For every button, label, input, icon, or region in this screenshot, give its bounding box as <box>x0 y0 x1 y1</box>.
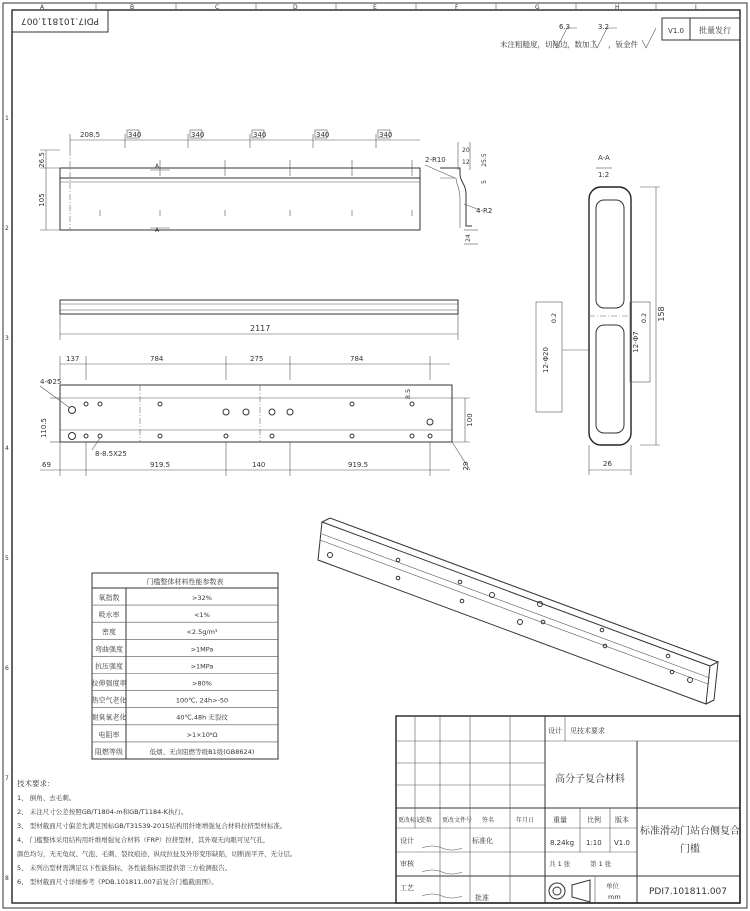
dim-5: 5 <box>481 180 488 184</box>
dim-top-5: 340 <box>316 131 330 139</box>
scale-label: 比例 <box>587 816 601 824</box>
property-name: 弯曲强度 <box>95 645 123 654</box>
col-label-a: A <box>40 4 45 11</box>
dim-29: 29 <box>462 461 470 471</box>
doc-number-rotated: PDI7.101811.007 <box>21 15 99 26</box>
tech-note-2: 2、 未注尺寸公差按照GB/T1804-m和GB/T1184-K执行。 <box>17 808 188 816</box>
col-label-d: D <box>293 4 298 11</box>
dim-784a: 784 <box>150 355 164 363</box>
dim-919-5a: 919.5 <box>150 461 171 469</box>
dim-length: 2117 <box>250 324 271 333</box>
surface-note: 未注粗糙度，切削边 <box>500 40 568 49</box>
dim-top-3: 340 <box>191 131 205 139</box>
property-value: >1MPa <box>190 645 214 654</box>
property-value: >1×10⁸Ω <box>186 730 218 739</box>
dim-12: 12 <box>462 159 470 166</box>
r2-label: 4-R2 <box>476 207 493 215</box>
property-value: <1% <box>194 611 210 620</box>
signature-design <box>422 846 462 850</box>
roughness-symbol-3 <box>642 28 656 48</box>
col-label-c: C <box>215 4 220 11</box>
design-label: 设计 <box>400 837 414 845</box>
roughness-2: 3.2 <box>598 23 610 31</box>
tech-req-head: 见技术要求 <box>570 727 605 735</box>
dim-26: 26 <box>603 460 612 468</box>
property-value: 低烟、无卤阻燃等级B1级(GB8624) <box>149 747 255 756</box>
property-table-title: 门槛整体材料性能参数表 <box>146 578 224 586</box>
property-name: 热空气老化 <box>91 696 127 705</box>
dim-top-2: 340 <box>128 131 142 139</box>
dim-top-6: 340 <box>379 131 393 139</box>
dim-137: 137 <box>66 355 80 363</box>
col-label-f: F <box>455 4 459 11</box>
section-mark-bottom: A <box>155 227 160 234</box>
material-name: 高分子复合材料 <box>555 774 625 785</box>
dim-left-top: 26.5 <box>38 152 46 168</box>
tech-req-label: 设计 <box>548 727 562 735</box>
mass-production-text: 批量发行 <box>699 26 731 35</box>
property-name: 吸水率 <box>98 611 120 620</box>
sheet-no: 第 1 张 <box>590 860 612 868</box>
roughness-note <box>500 23 656 50</box>
property-value: <2.5g/m³ <box>186 628 218 637</box>
row-label-6: 6 <box>5 665 9 672</box>
hdr-sign: 签名 <box>482 817 495 824</box>
col-label-e: E <box>373 4 377 11</box>
roughness-1: 6.3 <box>559 23 571 31</box>
machining-label: ，数加工 <box>567 40 597 49</box>
dim-top-1: 208.5 <box>80 131 101 139</box>
part-name-1: 标准滑动门站台侧复合 <box>640 826 740 837</box>
version-label: 版本 <box>615 816 629 824</box>
isometric-view <box>318 518 718 704</box>
property-name: 拉伸强度率 <box>91 679 127 688</box>
weight-label: 重量 <box>553 816 567 824</box>
r10-label: 2-R10 <box>425 156 446 164</box>
row-label-7: 7 <box>5 775 9 782</box>
approve-label: 批准 <box>475 894 489 902</box>
hdr-change-mark: 更改标记 <box>398 817 423 824</box>
property-name: 耐臭氧老化 <box>91 713 127 722</box>
hdr-change-doc: 更改文件号 <box>442 817 473 824</box>
tech-note-3: 3、 型材截面尺寸偏差允满足国标GB/T31539-2015结构用纤维增强复合材料拉挤型材标准。 <box>17 822 287 830</box>
title-block <box>396 716 740 903</box>
dim-69: 69 <box>42 461 51 469</box>
signature-process <box>422 894 462 898</box>
section-scale: 1:2 <box>598 171 610 179</box>
property-name: 阻燃等级 <box>95 747 123 756</box>
hole-7-label: 12-Φ7 <box>632 331 640 353</box>
dim-919-5b: 919.5 <box>348 461 369 469</box>
col-label-g: G <box>535 4 540 11</box>
projection-symbol <box>549 880 590 902</box>
sheet-label: ，钣金件 <box>608 40 638 49</box>
slot-label: 8-8.5X25 <box>95 450 127 458</box>
process-label: 工艺 <box>400 884 414 892</box>
review-label: 审核 <box>400 860 414 868</box>
tech-notes <box>17 778 297 886</box>
property-value: 100℃, 24h>-50 <box>175 696 229 705</box>
dim-24: 24 <box>465 234 472 242</box>
dim-275: 275 <box>250 355 264 363</box>
hole-view <box>40 355 474 476</box>
property-table <box>92 573 279 759</box>
dim-25-5: 25.5 <box>481 153 488 167</box>
hole-20-label: 12-Φ20 <box>542 347 550 373</box>
section-mark-top: A <box>155 163 160 170</box>
tech-note-1: 1、 倒角、去毛刺。 <box>17 794 76 802</box>
unit-value: mm <box>608 893 621 901</box>
row-label-8: 8 <box>5 875 9 882</box>
property-name: 密度 <box>102 628 116 637</box>
row-label-5: 5 <box>5 555 9 562</box>
row-label-1: 1 <box>5 115 9 122</box>
property-value: >1MPa <box>190 662 214 671</box>
doc-number: PDI7.101811.007 <box>649 887 727 897</box>
property-name: 抗压强度 <box>95 662 123 671</box>
sheets-total: 共 1 张 <box>549 860 571 868</box>
part-name-2: 门槛 <box>680 844 700 855</box>
version-value: V1.0 <box>614 839 630 847</box>
row-label-4: 4 <box>5 445 9 452</box>
property-value: >80% <box>192 679 212 688</box>
property-name: 氧指数 <box>98 594 120 602</box>
dim-top-4: 340 <box>253 131 267 139</box>
signature-review <box>422 870 462 874</box>
property-value: 40℃,48h 无裂纹 <box>176 713 228 722</box>
version-box-text: V1.0 <box>668 27 684 35</box>
dim-140: 140 <box>252 461 266 469</box>
tech-note-4: 4、 门槛整体采用结构用纤维增强复合材料（FRP）拉挤型材，其外观无肉眼可见气孔， <box>17 836 270 844</box>
tech-note-6: 5、 未列出型材需满足以下性能指标，各性能指标需提供第三方检测报告。 <box>17 864 232 872</box>
hdr-date: 年月日 <box>516 817 535 824</box>
tech-note-7: 6、 型材截面尺寸详细参考《PDB.101811.007前复合门槛截面图》。 <box>17 878 218 886</box>
unit-label: 单位 <box>606 882 619 890</box>
row-label-3: 3 <box>5 335 9 342</box>
col-label-i: I <box>695 4 697 11</box>
dim-left-main: 105 <box>38 193 46 207</box>
dim-8-5: 8.5 <box>404 388 412 400</box>
dim-784b: 784 <box>350 355 364 363</box>
standard-label: 标准化 <box>472 837 493 845</box>
section-label: A-A <box>598 154 610 162</box>
weight-value: 8.24kg <box>550 839 575 847</box>
scale-value: 1:10 <box>586 839 602 847</box>
tol-02-left: 0.2 <box>550 312 558 324</box>
hole-view-holes <box>69 402 434 440</box>
dim-100: 100 <box>466 413 474 427</box>
property-name: 电阻率 <box>98 730 120 739</box>
dim-110-5: 110.5 <box>40 417 48 439</box>
tech-notes-title: 技术要求： <box>17 779 55 788</box>
tech-note-5: 颜色均匀，无无龟纹、气泡、毛刺、裂纹痕迹、纵纹拉扯及外形变形缺陷，切断面平齐、无分层。 <box>17 850 297 858</box>
hdr-count: 处数 <box>420 817 433 824</box>
length-view <box>60 300 458 340</box>
dim-20: 20 <box>462 147 470 154</box>
section-view <box>536 154 666 475</box>
col-label-b: B <box>130 4 135 11</box>
dim-158: 158 <box>657 306 666 322</box>
tol-02-right: 0.2 <box>640 312 648 324</box>
property-value: >32% <box>192 594 212 602</box>
col-label-h: H <box>615 4 620 11</box>
hole-25-label: 4-Φ25 <box>40 378 62 386</box>
row-label-2: 2 <box>5 225 9 232</box>
top-view <box>38 130 492 244</box>
